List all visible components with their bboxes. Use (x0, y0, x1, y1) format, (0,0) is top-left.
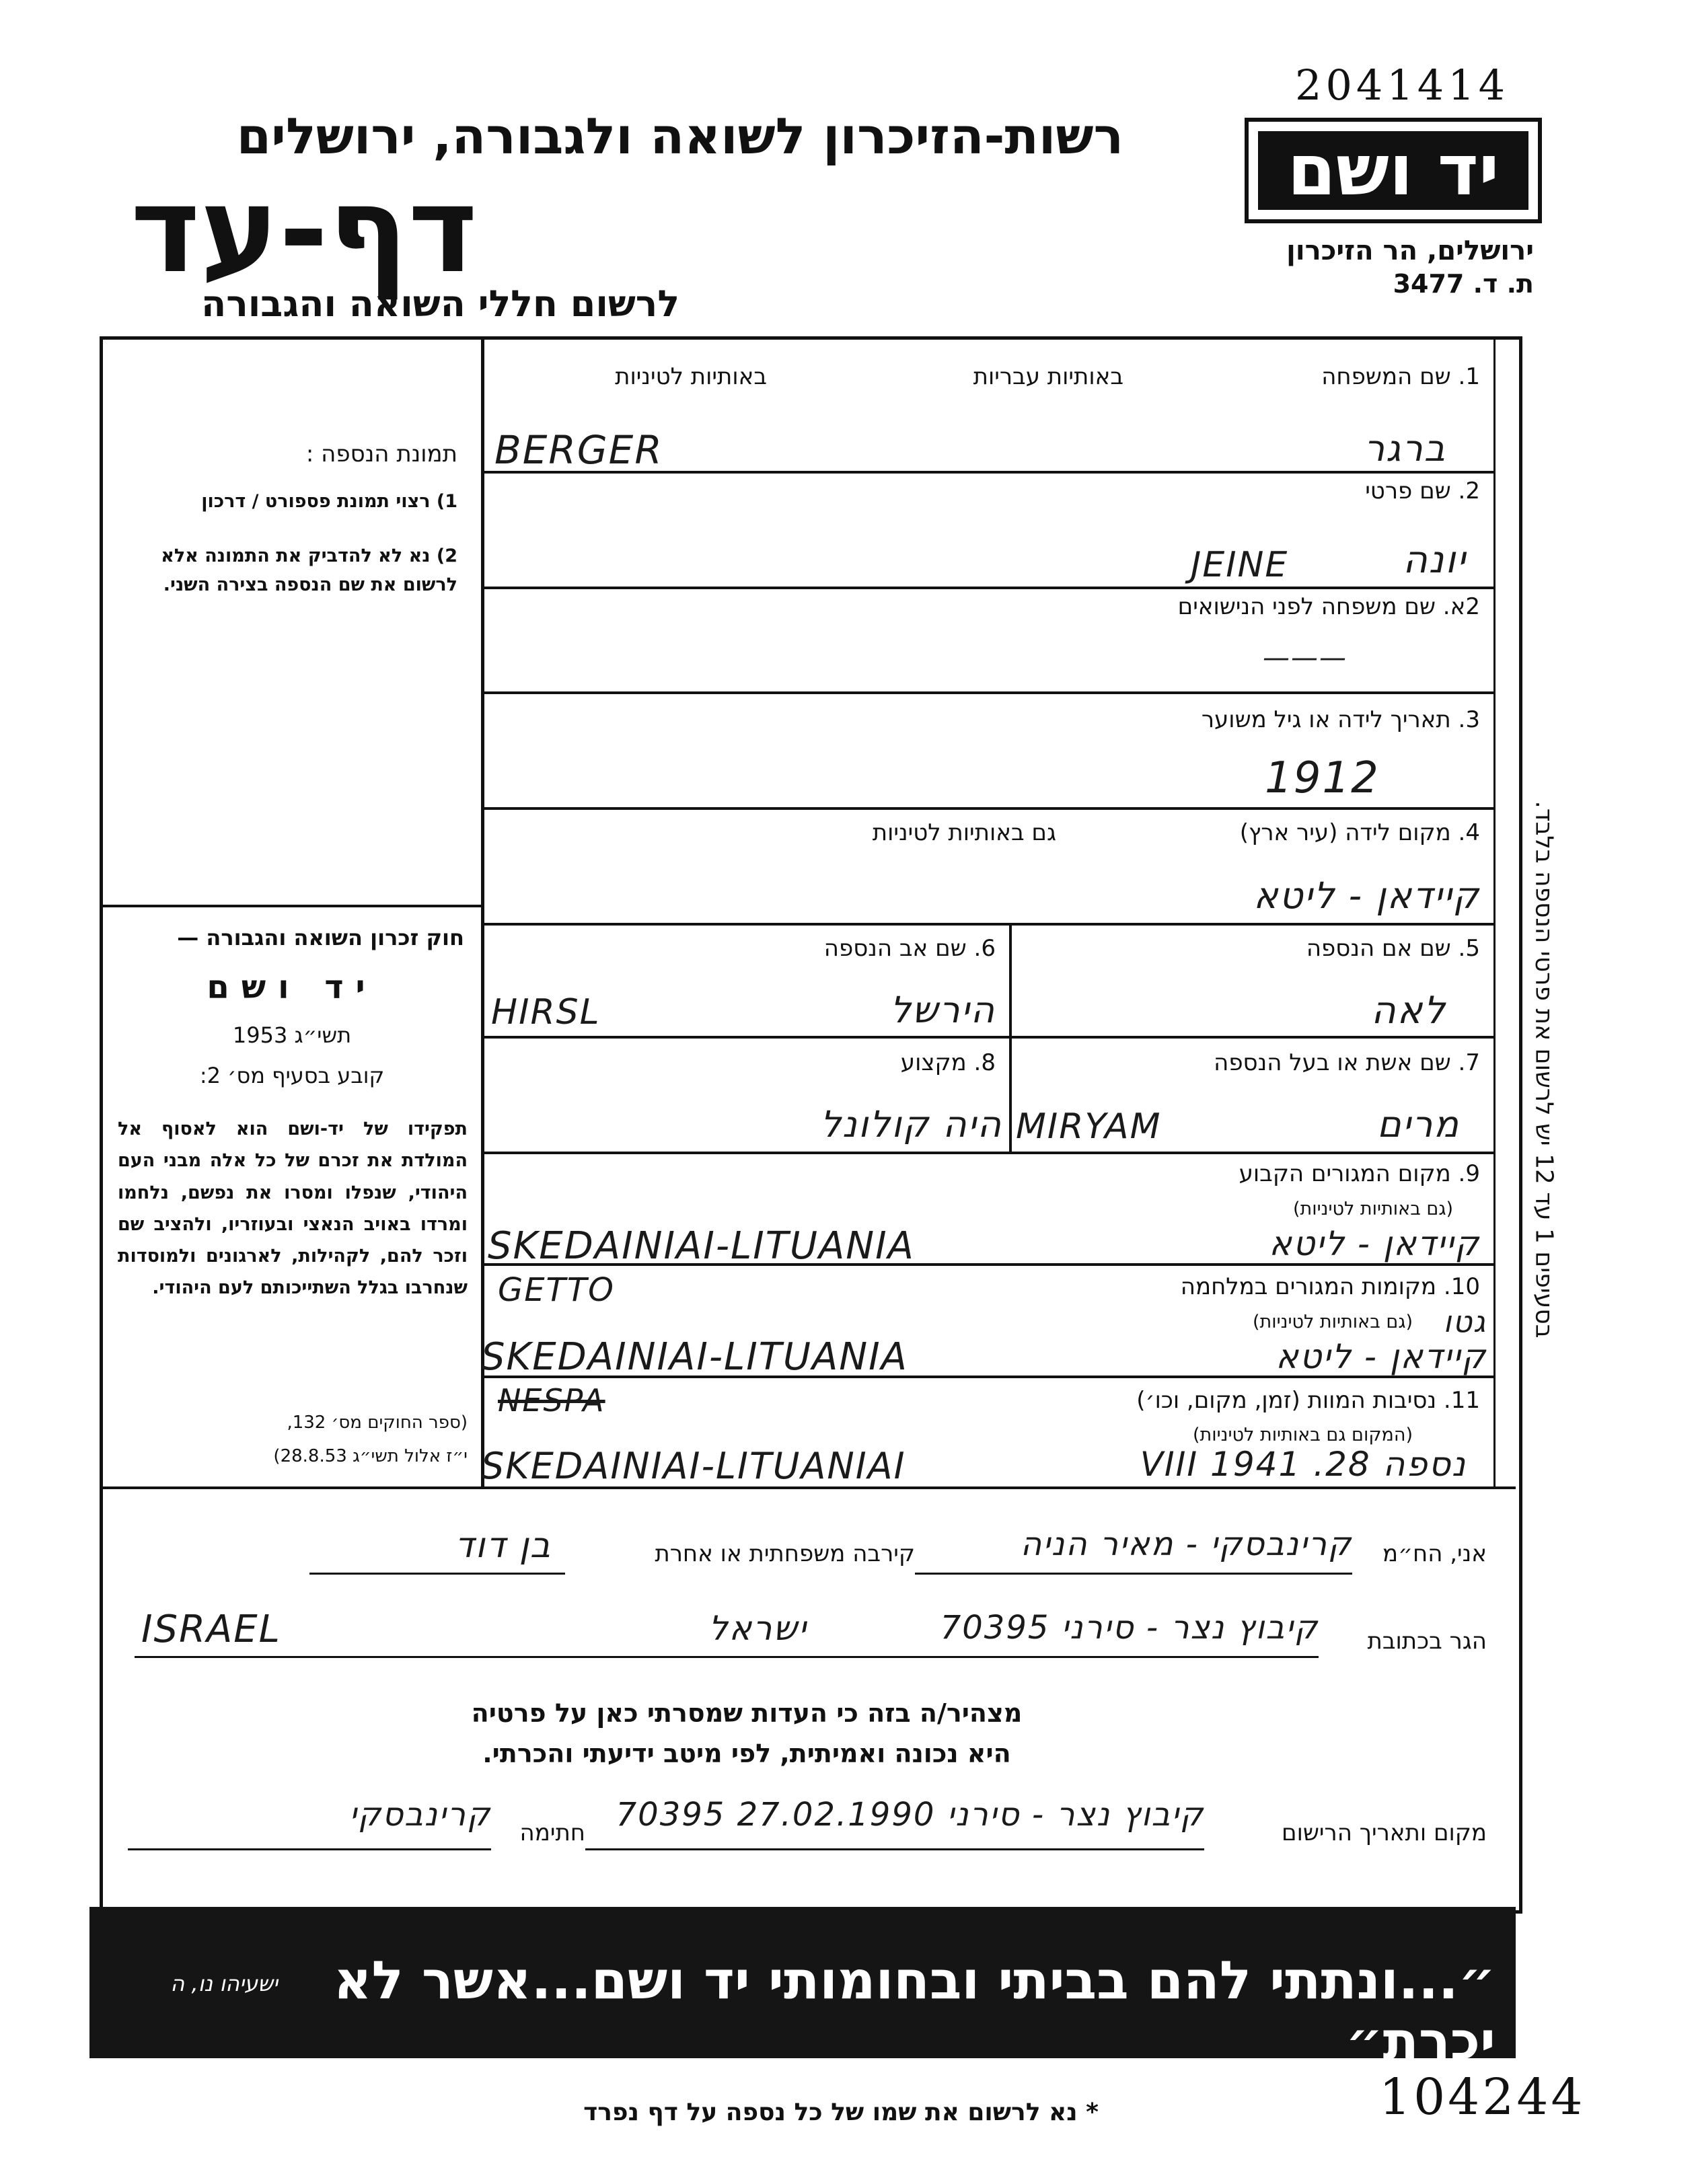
field-10-ghetto-latin: GETTO (498, 1271, 615, 1309)
field-9-note: (גם באותיות לטיניות) (1292, 1199, 1453, 1219)
photo-note-1: 1) רצוי תמונת פספורט / דרכון (201, 491, 457, 512)
field-7-latin-value: MIRYAM (1016, 1106, 1162, 1147)
field-11-label: 11. נסיבות המוות (זמן, מקום, וכו׳) (1136, 1387, 1480, 1414)
field-9-label: 9. מקום המגורים הקבוע (1239, 1160, 1480, 1187)
yad-vashem-logo (1245, 118, 1542, 223)
field-1-hebrew-value: ברגר (1364, 427, 1446, 469)
form-subtitle: לרשום חללי השואה והגבורה (201, 283, 679, 325)
field-7-label: 7. שם אשת או בעל הנספה (1214, 1049, 1480, 1076)
field-11-note: (המקום גם באותיות לטיניות) (1192, 1425, 1413, 1445)
signature-label: חתימה (519, 1819, 585, 1846)
address-line-1: ירושלים, הר הזיכרון (1286, 235, 1534, 266)
field-9-hebrew-value: קיידאן - ליטא (1269, 1224, 1480, 1263)
law-source-1: (ספר החוקים מס׳ 132, (287, 1413, 468, 1433)
doc-number: 2041414 (1295, 61, 1510, 110)
field-9-latin-value: SKEDAINIAI-LITUANIA (488, 1224, 915, 1268)
field-11-latin-value: SKEDAINIAI-LITUANIAI (481, 1445, 906, 1487)
field-10-ghetto-hebrew: גטו (1443, 1305, 1487, 1339)
signature-value: קרינבסקי (349, 1796, 491, 1834)
field-1-hebrew-col: באותיות עבריות (973, 363, 1123, 390)
field-1-label: 1. שם המשפחה (1321, 363, 1480, 390)
field-10-latin-value: SKEDAINIAI-LITUANIA (481, 1335, 908, 1379)
place-date-value: קיבוץ נצר - סירני 27.02.1990 70395 (616, 1796, 1204, 1834)
field-10-hebrew-value: קיידאן - ליטא (1276, 1337, 1487, 1376)
field-10-note: (גם באותיות לטיניות) (1252, 1312, 1413, 1332)
field-2-hebrew-value: יונה (1403, 538, 1467, 582)
field-8-label: 8. מקצוע (900, 1049, 996, 1076)
law-body: תפקידו של יד-ושם הוא לאסוף אל המולדת את זכרם של כל אלה מבני העם היהודי, שנפלו ומסרו את נפשם, נלחמו ומרדו באויב הנאצי ובעוזריו, ולהציב שם וזכר להם, לקהילות, לארגונים ולמוסדות שנחרבו בגלל השתייכותם לעם היהודי. (118, 1119, 468, 1299)
field-5-value: לאה (1371, 989, 1446, 1032)
field-11-struck-text: NESPA (498, 1382, 605, 1419)
field-1-latin-value: BERGER (494, 427, 663, 473)
field-4-label: 4. מקום לידה (עיר ארץ) (1239, 819, 1480, 846)
photo-title: תמונת הנספה : (305, 441, 457, 467)
field-3-label: 3. תאריך לידה או גיל משוער (1201, 706, 1480, 733)
field-2a-value: ——— (1263, 642, 1348, 673)
verse-banner (89, 1907, 1516, 2072)
law-name: יד ושם (207, 969, 377, 1006)
relation-label: קירבה משפחתית או אחרת (655, 1540, 915, 1567)
statement-line-1: מצהיר/ה בזה כי העדות שמסרתי כאן על פרטיה (471, 1698, 1023, 1728)
photo-note-2: 2) נא לא להדביק את התמונה אלא לרשום את שם הנספה בצירה השני. (161, 545, 457, 596)
address-value: קיבוץ נצר - סירני 70395 (940, 1609, 1319, 1647)
authority-heading: רשות-הזיכרון לשואה ולגבורה, ירושלים (236, 108, 1123, 165)
banner-verse: ״...ונתתי להם בביתי ובחומותי יד ושם...אשר לא יכרת״ (333, 1951, 1496, 2072)
declarant-label: אני, הח״מ (1382, 1540, 1487, 1567)
field-2-latin-value: JEINE (1191, 545, 1289, 585)
field-2-label: 2. שם פרטי (1365, 478, 1480, 504)
field-2a-label: 2א. שם משפחה לפני הנישואים (1177, 593, 1480, 620)
country-latin: ISRAEL (141, 1608, 281, 1651)
law-source-2: י״ז אלול תשי״ג 28.8.53) (273, 1446, 468, 1466)
field-3-value: 1912 (1265, 753, 1380, 803)
relation-value: בן דוד (455, 1526, 552, 1566)
field-1-latin-col: באותיות לטיניות (615, 363, 767, 390)
law-year: תשי״ג 1953 (232, 1022, 352, 1048)
country-hebrew: ישראל (708, 1609, 807, 1648)
field-4-value: קיידאן - ליטא (1253, 874, 1480, 917)
field-8-value: היה קולונל (820, 1103, 1002, 1145)
place-date-label: מקום ותאריך הרישום (1282, 1819, 1487, 1846)
declarant-value: קרינבסקי - מאיר הניה (1020, 1526, 1352, 1563)
serial-number: 104244 (1379, 2068, 1586, 2126)
banner-citation: ישעיהו נו, ה (170, 1971, 278, 1996)
address-line-2: ת. ד. 3477 (1393, 269, 1534, 299)
law-title: חוק זכרון השואה והגבורה — (177, 925, 464, 950)
law-clause: קובע בסעיף מס׳ 2: (199, 1063, 385, 1088)
footer-note: * נא לרשום את שמו של כל נספה על דף נפרד (583, 2099, 1099, 2126)
logo-text: יד ושם (1287, 129, 1500, 211)
field-7-hebrew-value: מרים (1376, 1103, 1460, 1145)
field-4-latin-col: גם באותיות לטיניות (872, 819, 1056, 846)
field-5-label: 5. שם אם הנספה (1306, 935, 1480, 962)
field-11-hebrew-value: נספה 28. VIII 1941 (1140, 1445, 1467, 1484)
field-6-label: 6. שם אב הנספה (823, 935, 996, 962)
form-title: דף-עד (131, 161, 478, 299)
field-6-hebrew-value: הירשל (890, 989, 996, 1031)
address-label: הגר בכתובת (1367, 1628, 1487, 1655)
statement-line-2: היא נכונה ואמיתית, לפי מיטב ידיעתי והכרתי. (482, 1739, 1011, 1768)
field-10-label: 10. מקומות המגורים במלחמה (1180, 1273, 1480, 1300)
side-note: בסעיפים 1 עד 12 יש לרשום את פרטי הנספה בלבד. (1530, 800, 1558, 1339)
field-6-latin-value: HIRSL (491, 992, 601, 1032)
